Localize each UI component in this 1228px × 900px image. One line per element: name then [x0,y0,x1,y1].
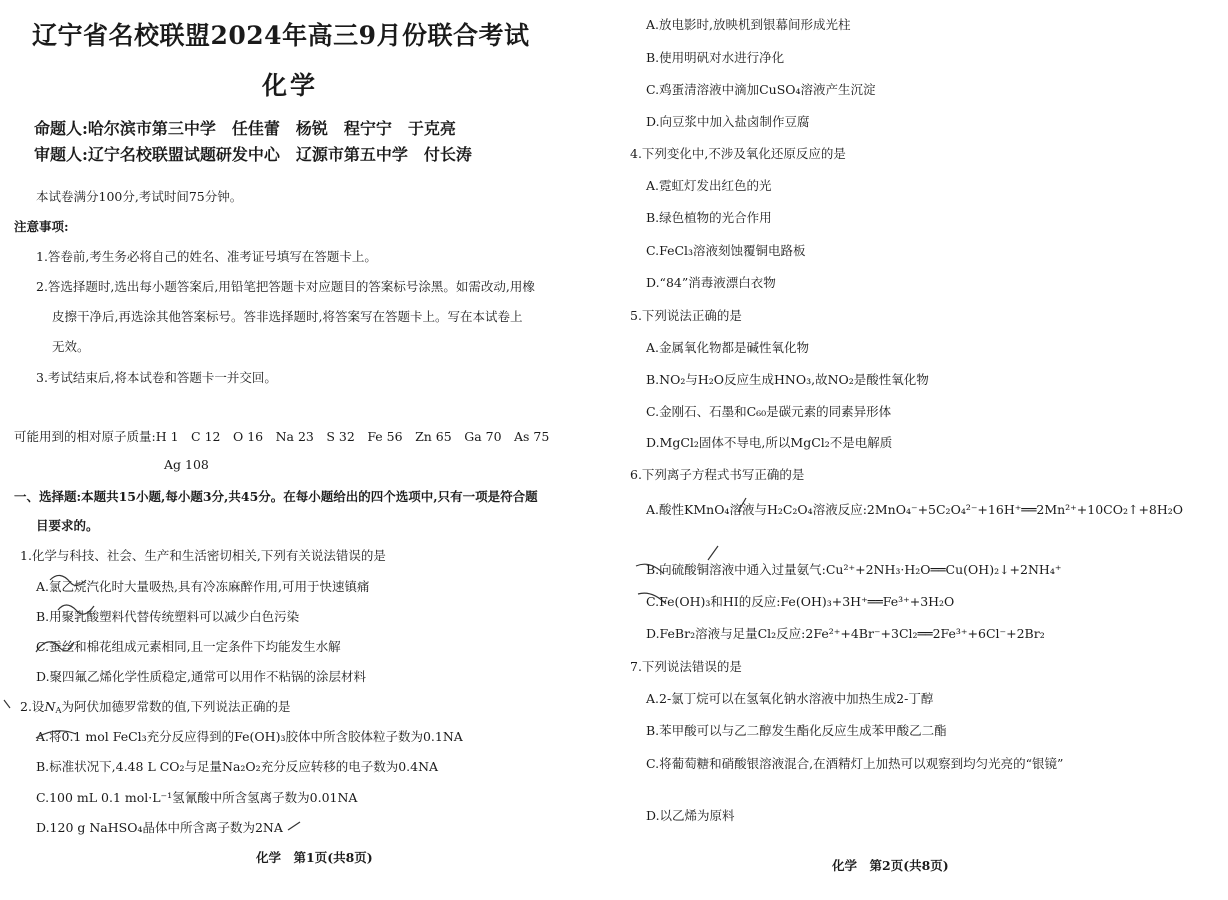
question-5-option-a: A.金属氧化物都是碱性氧化物 [646,340,810,355]
question-2-option-c: C.100 mL 0.1 mol·L⁻¹氢氰酸中所含氢离子数为0.01NA [36,790,358,805]
notice-item-2-end: 无效。 [52,339,90,354]
notice-heading: 注意事项: [14,219,69,234]
question-3-option-b: B.使用明矾对水进行净化 [646,50,785,65]
page-1-footer: 化学 第1页(共8页) [256,850,373,865]
exam-page-1 [0,0,612,900]
notice-item-3: 3.考试结束后,将本试卷和答题卡一并交回。 [36,370,277,385]
question-3-option-d: D.向豆浆中加入盐卤制作豆腐 [646,114,810,129]
question-7-option-d: D.以乙烯为原料 [646,808,735,823]
question-2-stem [20,697,291,716]
question-5-option-d: D.MgCl₂固体不导电,所以MgCl₂不是电解质 [646,435,893,450]
subject-title: 化学 [262,71,319,100]
question-2-option-a: A.将0.1 mol FeCl₃充分反应得到的Fe(OH)₃胶体中所含胶体粒子数为0.1NA [36,729,463,744]
question-setters: 命题人:哈尔滨市第三中学 任佳蕾 杨锐 程宁宁 于克亮 [34,119,456,138]
question-4-option-a: A.霓虹灯发出红色的光 [646,178,772,193]
question-2-stem-prefix: 2.设 [20,699,45,714]
question-4-stem: 4.下列变化中,不涉及氧化还原反应的是 [630,146,846,161]
question-4-option-c: C.FeCl₃溶液刻蚀覆铜电路板 [646,243,806,258]
atomic-masses-cont: Ag 108 [164,457,209,472]
avogadro-symbol: N [44,699,56,714]
question-7-option-b: B.苯甲酸可以与乙二醇发生酯化反应生成苯甲酸乙二酯 [646,723,947,738]
question-7-stem: 7.下列说法错误的是 [630,659,742,674]
avogadro-subscript: A [55,706,62,716]
question-5-option-b: B.NO₂与H₂O反应生成HNO₃,故NO₂是酸性氧化物 [646,372,929,387]
question-2-option-d: D.120 g NaHSO₄晶体中所含离子数为2NA [36,820,283,835]
question-5-option-c: C.金刚石、石墨和C₆₀是碳元素的同素异形体 [646,404,892,419]
question-3-option-c: C.鸡蛋清溶液中滴加CuSO₄溶液产生沉淀 [646,82,876,97]
question-1-option-c: C.蚕丝和棉花组成元素相同,且一定条件下均能发生水解 [36,639,341,654]
question-4-option-d: D.“84”消毒液漂白衣物 [646,275,776,290]
question-2-stem-suffix: 为阿伏加德罗常数的值,下列说法正确的是 [61,699,291,714]
question-6-option-d: D.FeBr₂溶液与足量Cl₂反应:2Fe²⁺+4Br⁻+3Cl₂══2Fe³⁺+6Cl⁻+2Br₂ [646,626,1045,641]
question-7-option-c: C.将葡萄糖和硝酸银溶液混合,在酒精灯上加热可以观察到均匀光亮的“银镜” [646,756,1064,771]
notice-item-2-cont: 皮擦干净后,再选涂其他答案标号。答非选择题时,将答案写在答题卡上。写在本试卷上 [52,309,523,324]
question-3-option-a: A.放电影时,放映机到银幕间形成光柱 [646,17,851,32]
notice-item-1: 1.答卷前,考生务必将自己的姓名、准考证号填写在答题卡上。 [36,249,377,264]
section-1-heading: 一、选择题:本题共15小题,每小题3分,共45分。在每小题给出的四个选项中,只有一项是符合题 [14,489,538,504]
question-6-option-b: B.向硫酸铜溶液中通入过量氨气:Cu²⁺+2NH₃·H₂O══Cu(OH)₂↓+2NH₄⁺ [646,562,1062,577]
exam-title: 辽宁省名校联盟2024年高三9月份联合考试 [32,21,530,50]
exam-page-2 [614,0,1228,900]
section-1-heading-cont: 目要求的。 [36,518,99,533]
atomic-masses: 可能用到的相对原子质量:H 1 C 12 O 16 Na 23 S 32 Fe 56 Zn 65 Ga 70 As 75 [14,429,550,444]
question-reviewers: 审题人:辽宁名校联盟试题研发中心 辽源市第五中学 付长涛 [34,145,472,164]
question-1-option-d: D.聚四氟乙烯化学性质稳定,通常可以用作不粘锅的涂层材料 [36,669,367,684]
question-6-option-c: C.Fe(OH)₃和HI的反应:Fe(OH)₃+3H⁺══Fe³⁺+3H₂O [646,594,955,609]
question-7-option-a: A.2-氯丁烷可以在氢氧化钠水溶液中加热生成2-丁醇 [646,691,934,706]
question-1-stem: 1.化学与科技、社会、生产和生活密切相关,下列有关说法错误的是 [20,548,386,563]
question-1-option-a: A.氯乙烷汽化时大量吸热,具有冷冻麻醉作用,可用于快速镇痛 [36,579,370,594]
question-6-option-a: A.酸性KMnO₄溶液与H₂C₂O₄溶液反应:2MnO₄⁻+5C₂O₄²⁻+16H⁺══2Mn²⁺+10CO₂↑+8H₂O [646,502,1184,517]
exam-info: 本试卷满分100分,考试时间75分钟。 [36,189,243,204]
question-2-option-b: B.标准状况下,4.48 L CO₂与足量Na₂O₂充分反应转移的电子数为0.4NA [36,759,439,774]
notice-item-2: 2.答选择题时,选出每小题答案后,用铅笔把答题卡对应题目的答案标号涂黑。如需改动,用橡 [36,279,535,294]
question-6-stem: 6.下列离子方程式书写正确的是 [630,467,805,482]
page-2-footer: 化学 第2页(共8页) [832,858,949,873]
question-5-stem: 5.下列说法正确的是 [630,308,742,323]
question-4-option-b: B.绿色植物的光合作用 [646,210,772,225]
question-1-option-b: B.用聚乳酸塑料代替传统塑料可以减少白色污染 [36,609,300,624]
